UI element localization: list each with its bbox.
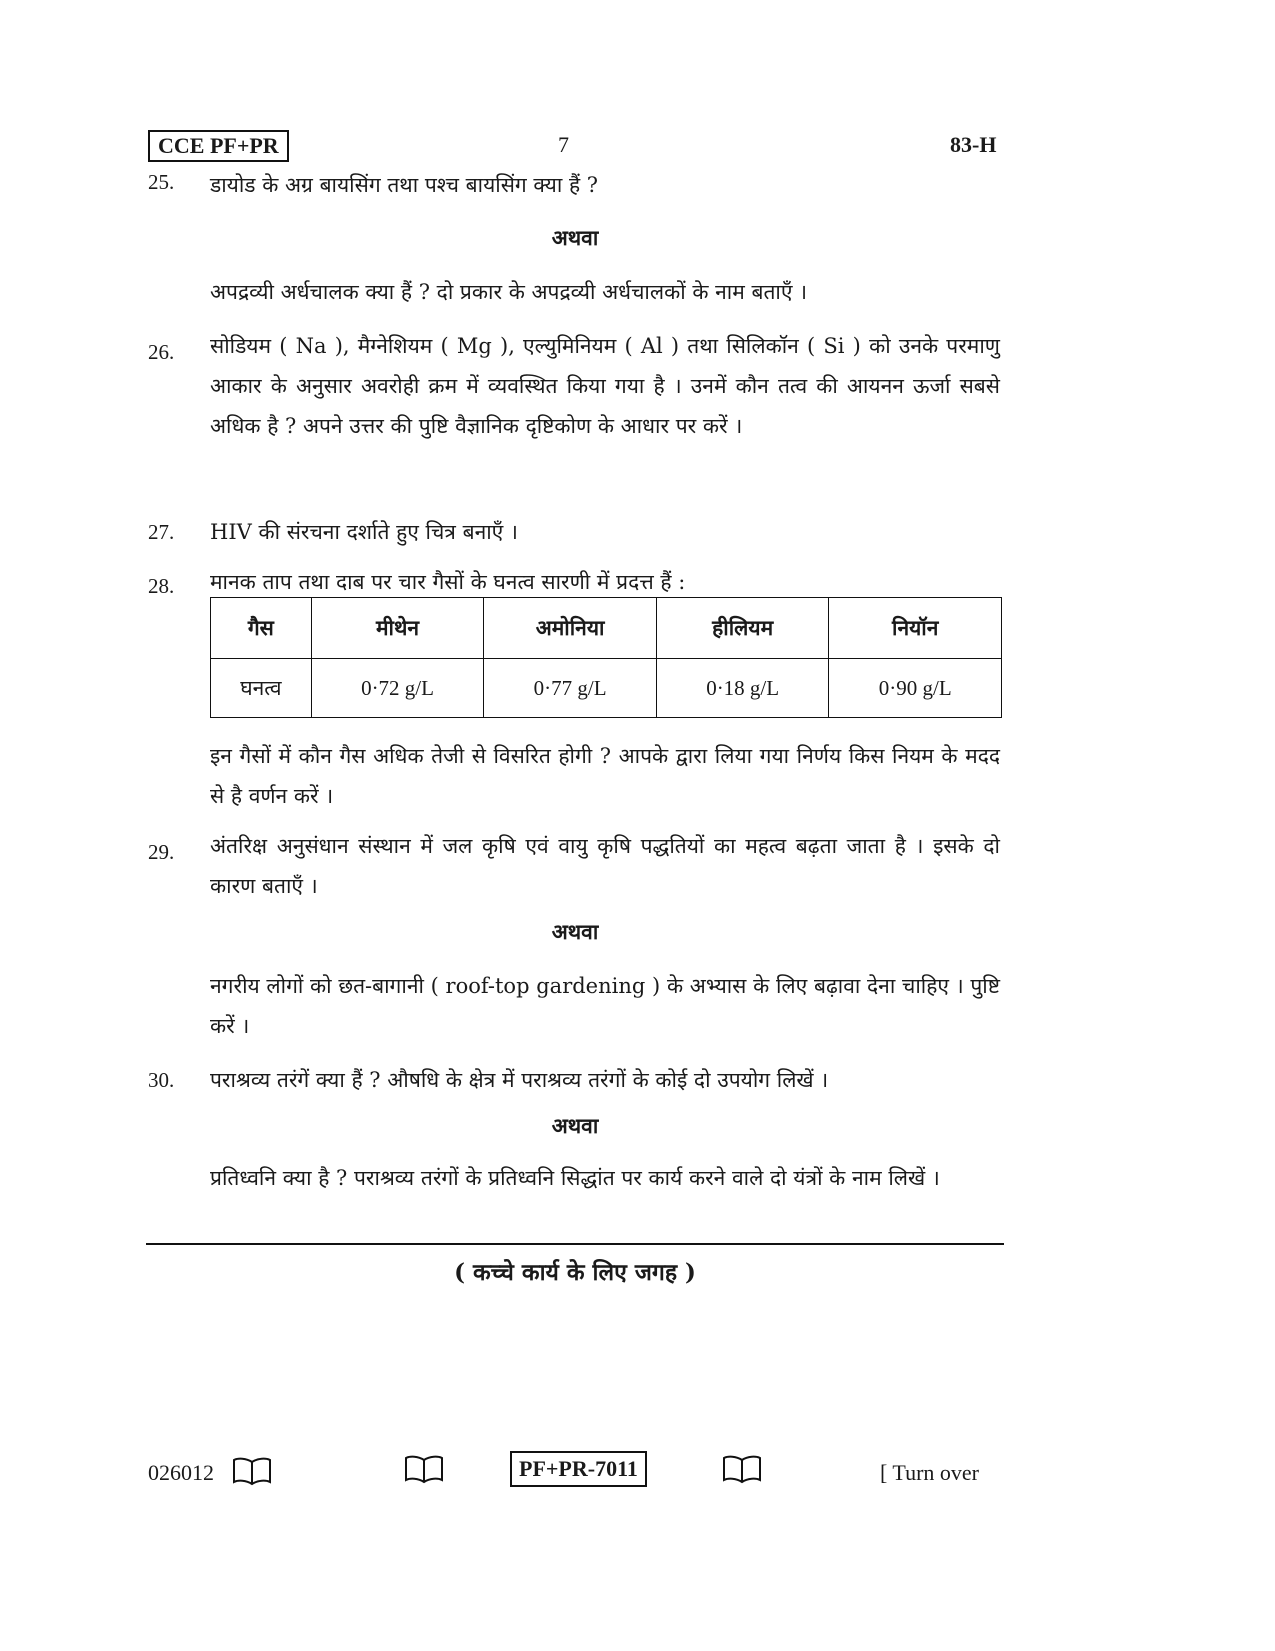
question-text-29: अंतरिक्ष अनुसंधान संस्थान में जल कृषि एवं वायु कृषि पद्धतियों का महत्व बढ़ता जाता है । इसके दो कारण बताएँ । — [210, 834, 1000, 898]
table-header-cell: हीलियम — [656, 598, 829, 659]
question-number-27: 27. — [148, 520, 175, 544]
question-number-25: 25. — [148, 170, 175, 194]
or-label: अथवा — [551, 1113, 599, 1138]
question-text-25: डायोड के अग्र बायसिंग तथा पश्च बायसिंग क्या हैं ? — [210, 173, 599, 197]
question-text-26: सोडियम ( Na ), मैग्नेशियम ( Mg ), एल्युमिनियम ( Al ) तथा सिलिकॉन ( Si ) को उनके परमाणु आकार के अनुसार अवरोही क्रम में व्यवस्थित किया गया है । उनमें कौन तत्व की आयनन ऊर्जा सबसे अधिक है ? अपने उत्तर की पुष्टि वैज्ञानिक दृष्टिकोण के आधार पर करें । — [210, 334, 1000, 438]
question-number-28: 28. — [148, 574, 175, 598]
turn-over-label: [ Turn over — [880, 1460, 980, 1485]
book-icon — [722, 1454, 762, 1484]
question-number-29: 29. — [148, 840, 175, 864]
page-number: 7 — [558, 132, 569, 157]
set-code: PF+PR-7011 — [510, 1451, 647, 1487]
header-code: CCE PF+PR — [148, 130, 289, 162]
table-header-cell: गैस — [211, 598, 312, 659]
or-label: अथवा — [551, 919, 599, 944]
table-header-cell: अमोनिया — [484, 598, 657, 659]
footer-serial: 026012 — [148, 1460, 214, 1485]
table-cell: 0·18 g/L — [656, 659, 829, 718]
divider — [146, 1243, 1004, 1245]
table-cell: 0·77 g/L — [484, 659, 657, 718]
question-text-30: पराश्रव्य तरंगें क्या हैं ? औषधि के क्षेत्र में पराश्रव्य तरंगों के कोई दो उपयोग लिखें । — [210, 1068, 829, 1092]
question-alt-text-25: अपद्रव्यी अर्धचालक क्या हैं ? दो प्रकार के अपद्रव्यी अर्धचालकों के नाम बताएँ । — [210, 280, 808, 304]
question-after-text-28: इन गैसों में कौन गैस अधिक तेजी से विसरित होगी ? आपके द्वारा लिया गया निर्णय किस नियम के मदद से है वर्णन करें । — [210, 744, 1000, 808]
question-alt-text-30: प्रतिध्वनि क्या है ? पराश्रव्य तरंगों के प्रतिध्वनि सिद्धांत पर कार्य करने वाले दो यंत्रों के नाम लिखें । — [210, 1166, 940, 1190]
paper-code: 83-H — [950, 132, 997, 157]
question-number-26: 26. — [148, 340, 175, 364]
question-text-28: मानक ताप तथा दाब पर चार गैसों के घनत्व सारणी में प्रदत्त हैं : — [210, 570, 686, 594]
table-header-cell: मीथेन — [311, 598, 484, 659]
table-cell: 0·72 g/L — [311, 659, 484, 718]
gas-density-table — [210, 597, 1002, 718]
question-number-30: 30. — [148, 1068, 175, 1092]
book-icon — [232, 1456, 272, 1486]
table-header-cell: नियॉन — [829, 598, 1002, 659]
table-row — [211, 659, 1002, 718]
book-icon — [404, 1454, 444, 1484]
question-text-27: HIV की संरचना दर्शाते हुए चित्र बनाएँ । — [210, 520, 518, 544]
table-cell: 0·90 g/L — [829, 659, 1002, 718]
table-header-row — [211, 598, 1002, 659]
rough-work-label: ( कच्चे कार्य के लिए जगह ) — [454, 1259, 696, 1286]
question-alt-text-29: नगरीय लोगों को छत-बागानी ( roof-top gardening ) के अभ्यास के लिए बढ़ावा देना चाहिए । पुष्टि करें । — [210, 974, 1000, 1038]
or-label: अथवा — [551, 225, 599, 250]
table-cell: घनत्व — [211, 659, 312, 718]
